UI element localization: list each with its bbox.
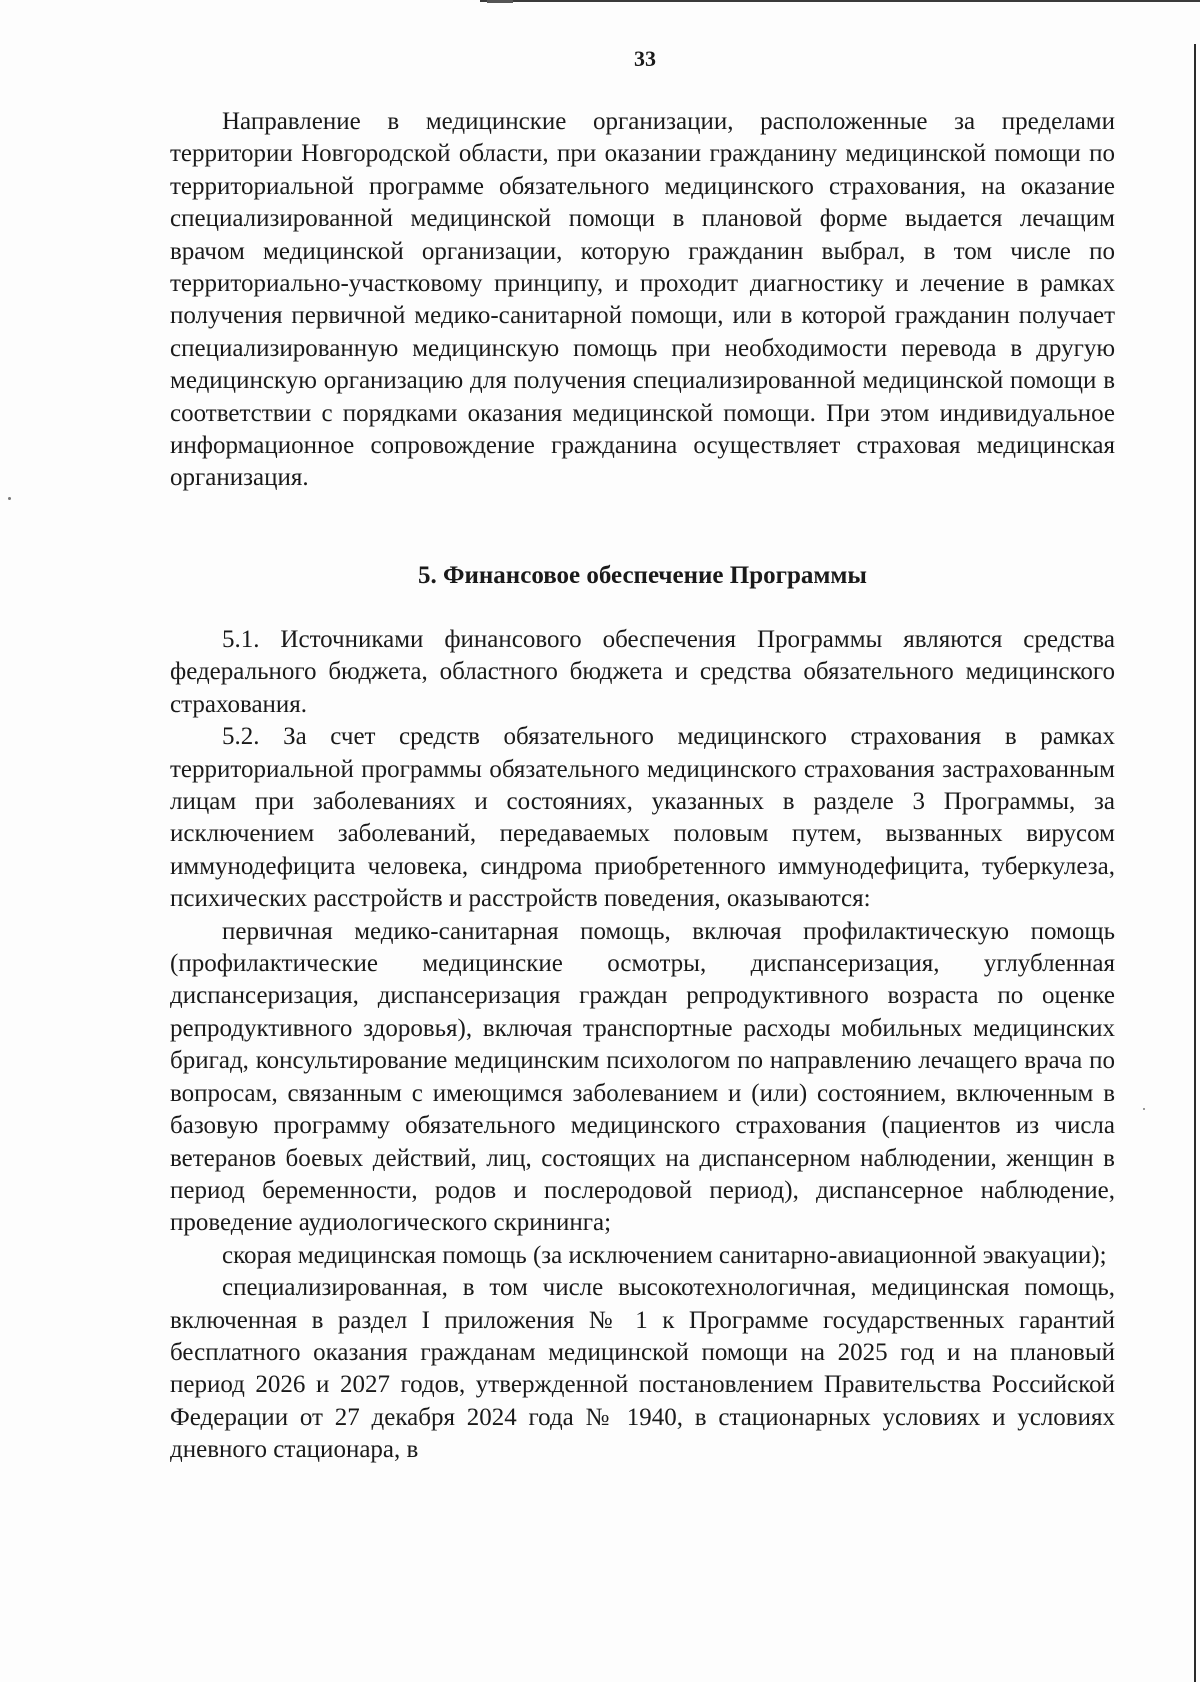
paragraph: 5.1. Источниками финансового обеспечения Программы являются средства федерального бюджета, областного бюджета и средства обязательного медицинского страхования. bbox=[170, 626, 1115, 718]
scan-mark bbox=[487, 0, 513, 3]
scan-edge-top bbox=[480, 0, 1200, 2]
section-heading: 5. Финансовое обеспечение Программы bbox=[418, 562, 867, 589]
paragraph: Направление в медицинские организации, расположенные за пределами территории Новгородской области, при оказании гражданину медицинской помощи по территориальной программе обязательного медицинского страхования, на оказание специализированной медицинской помощи в плановой форме выдается лечащим врачом медицинской организации, которую гражданин выбрал, в том числе по территориально-участковому принципу, и проходит диагностику и лечение в рамках получения первичной медико-санитарной помощи, или в которой гражданин получает специализированную медицинскую помощь при необходимости перевода в другую медицинскую организацию для получения специализированной медицинской помощи в соответствии с порядками оказания медицинской помощи. При этом индивидуальное информационное сопровождение гражданина осуществляет страховая медицинская организация. bbox=[170, 108, 1115, 492]
paragraph: первичная медико-санитарная помощь, включая профилактическую помощь (профилактические медицинские осмотры, диспансеризация, углубленная диспансеризация, диспансеризация граждан репродуктивного возраста по оценке репродуктивного здоровья), включая транспортные расходы мобильных медицинских бригад, консультирование медицинским психологом по направлению лечащего врача по вопросам, связанным с имеющимся заболеванием и (или) состоянием, включенным в базовую программу обязательного медицинского страхования (пациентов из числа ветеранов боевых действий, лиц, состоящих на диспансерном наблюдении, женщин в период беременности, родов и послеродовой период), диспансерное наблюдение, проведение аудиологического скрининга; bbox=[170, 917, 1115, 1237]
scan-speck bbox=[8, 497, 11, 500]
scan-speck bbox=[1143, 1108, 1145, 1110]
paragraph: 5.2. За счет средств обязательного медицинского страхования в рамках территориальной программы обязательного медицинского страхования застрахованным лицам при заболеваниях и состояниях, указанных в разделе 3 Программы, за исключением заболеваний, передаваемых половым путем, вызванных вирусом иммунодефицита человека, синдрома приобретенного иммунодефицита, туберкулеза, психических расстройств и расстройств поведения, оказываются: bbox=[170, 723, 1115, 913]
intro-text bbox=[170, 106, 1115, 495]
page-number: 33 bbox=[634, 46, 656, 71]
scan-edge-right bbox=[1194, 44, 1196, 1682]
paragraph: специализированная, в том числе высокотехнологичная, медицинская помощь, включенная в раздел I приложения № 1 к Программе государственных гарантий бесплатного оказания гражданам медицинской помощи на 2025 год и на плановый период 2026 и 2027 годов, утвержденной постановлением Правительства Российской Федерации от 27 декабря 2024 года № 1940, в стационарных условиях и условиях дневного стационара, в bbox=[170, 1274, 1115, 1464]
section-body bbox=[170, 624, 1115, 1467]
paragraph: скорая медицинская помощь (за исключением санитарно-авиационной эвакуации); bbox=[222, 1241, 1107, 1269]
